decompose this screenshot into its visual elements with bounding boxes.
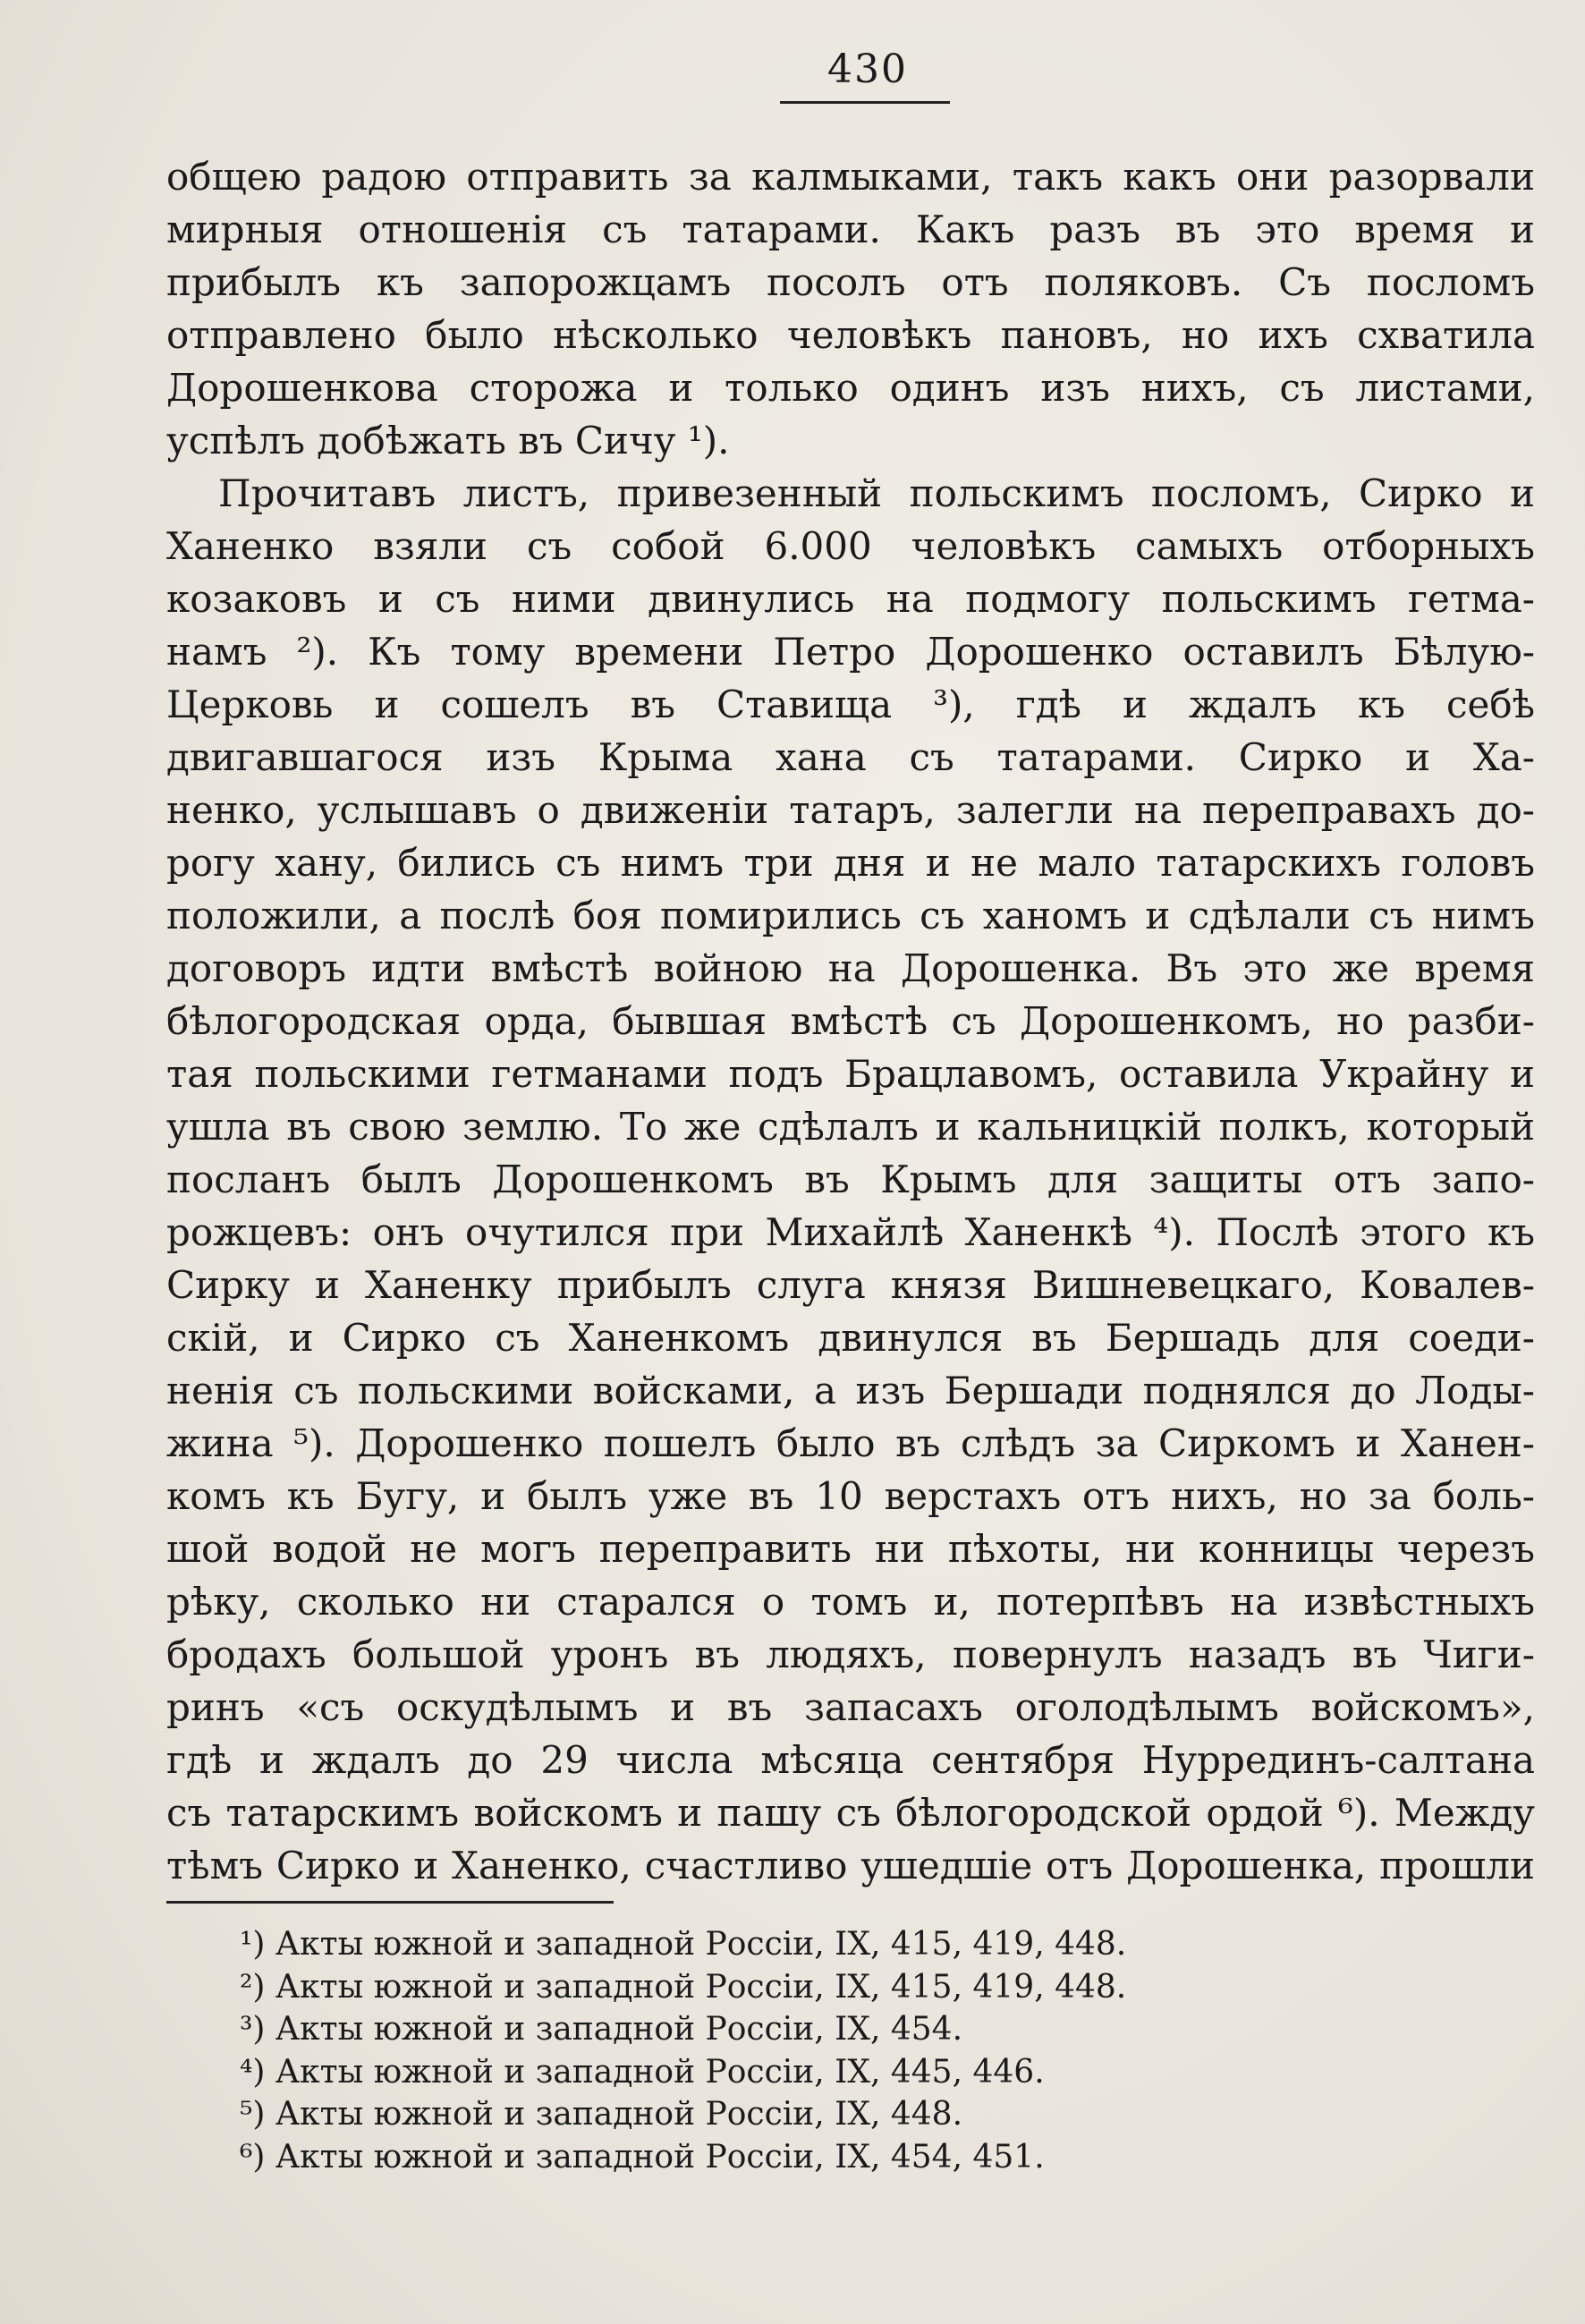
footnotes: [240, 1923, 1313, 2178]
text-line: тѣмъ Сирко и Ханенко, счастливо ушедшіе отъ Дорошенка, прошли: [166, 1844, 1535, 1887]
text-line: прибылъ къ запорожцамъ посолъ отъ поляковъ. Съ посломъ: [166, 260, 1535, 304]
text-line: Прочитавъ листъ, привезенный польскимъ посломъ, Сирко и: [218, 471, 1535, 515]
footnote: ⁵) Акты южной и западной Россіи, IX, 448.: [240, 2096, 963, 2133]
text-line: успѣлъ добѣжать въ Сичу ¹).: [166, 419, 730, 462]
text-line: Церковь и сошелъ въ Ставища ³), гдѣ и ждалъ къ себѣ: [166, 683, 1535, 726]
text-line: рогу хану, бились съ нимъ три дня и не мало татарскихъ головъ: [166, 841, 1535, 885]
body-text: [166, 150, 1535, 1892]
text-line: бродахъ большой уронъ въ людяхъ, повернулъ назадъ въ Чиги-: [166, 1633, 1535, 1676]
text-line: шой водой не могъ переправить ни пѣхоты, ни конницы черезъ: [166, 1527, 1535, 1571]
text-line: посланъ былъ Дорошенкомъ въ Крымъ для защиты отъ запо-: [166, 1158, 1535, 1201]
text-line: ненко, услышавъ о движеніи татаръ, залегли на переправахъ до-: [166, 788, 1535, 832]
text-line: рожцевъ: онъ очутился при Михайлѣ Ханенкѣ ⁴). Послѣ этого къ: [166, 1210, 1535, 1254]
text-line: общею радою отправить за калмыками, такъ какъ они разорвали: [166, 155, 1535, 199]
text-line: жина ⁵). Дорошенко пошелъ было въ слѣдъ за Сиркомъ и Ханен-: [166, 1421, 1535, 1465]
page-number-rule: [780, 101, 950, 104]
text-line: мирныя отношенія съ татарами. Какъ разъ въ это время и: [166, 208, 1535, 251]
text-line: ненія съ польскими войсками, а изъ Бершади поднялся до Лоды-: [166, 1369, 1535, 1412]
page-number: 430: [827, 47, 908, 92]
text-line: бѣлогородская орда, бывшая вмѣстѣ съ Дорошенкомъ, но разби-: [166, 999, 1535, 1043]
text-line: Ханенко взяли съ собой 6.000 человѣкъ самыхъ отборныхъ: [166, 524, 1535, 568]
text-line: гдѣ и ждалъ до 29 числа мѣсяца сентября Нуррединъ-салтана: [166, 1738, 1535, 1782]
text-line: договоръ идти вмѣстѣ войною на Дорошенка. Въ это же время: [166, 946, 1535, 990]
text-line: комъ къ Бугу, и былъ уже въ 10 верстахъ отъ нихъ, но за боль-: [166, 1474, 1535, 1518]
text-line: тая польскими гетманами подъ Брацлавомъ, оставила Украйну и: [166, 1052, 1535, 1096]
text-line: двигавшагося изъ Крыма хана съ татарами. Сирко и Ха-: [166, 735, 1535, 779]
footnote-rule: [166, 1901, 614, 1904]
footnote: ³) Акты южной и западной Россіи, IX, 454.: [240, 2011, 963, 2048]
text-line: козаковъ и съ ними двинулись на подмогу польскимъ гетма-: [166, 577, 1535, 621]
text-line: положили, а послѣ боя помирились съ ханомъ и сдѣлали съ нимъ: [166, 894, 1535, 937]
text-line: рѣку, сколько ни старался о томъ и, потерпѣвъ на извѣстныхъ: [166, 1580, 1535, 1624]
text-line: съ татарскимъ войскомъ и пашу съ бѣлогородской ордой ⁶). Между: [166, 1791, 1535, 1835]
text-line: Дорошенкова сторожа и только одинъ изъ нихъ, съ листами,: [166, 366, 1535, 410]
text-line: скій, и Сирко съ Ханенкомъ двинулся въ Бершадь для соеди-: [166, 1316, 1535, 1360]
footnote: ¹) Акты южной и западной Россіи, IX, 415, 419, 448.: [240, 1926, 1127, 1963]
text-line: намъ ²). Къ тому времени Петро Дорошенко оставилъ Бѣлую-: [166, 630, 1535, 674]
footnote: ²) Акты южной и западной Россіи, IX, 415, 419, 448.: [240, 1968, 1127, 2006]
text-line: отправлено было нѣсколько человѣкъ пановъ, но ихъ схватила: [166, 313, 1535, 357]
footnote: ⁶) Акты южной и западной Россіи, IX, 454, 451.: [240, 2138, 1045, 2176]
footnote: ⁴) Акты южной и западной Россіи, IX, 445, 446.: [240, 2053, 1045, 2091]
text-line: ушла въ свою землю. То же сдѣлалъ и кальницкій полкъ, который: [166, 1105, 1535, 1149]
text-line: ринъ «съ оскудѣлымъ и въ запасахъ оголодѣлымъ войскомъ»,: [166, 1685, 1535, 1729]
text-line: Сирку и Ханенку прибылъ слуга князя Вишневецкаго, Ковалев-: [166, 1263, 1535, 1307]
